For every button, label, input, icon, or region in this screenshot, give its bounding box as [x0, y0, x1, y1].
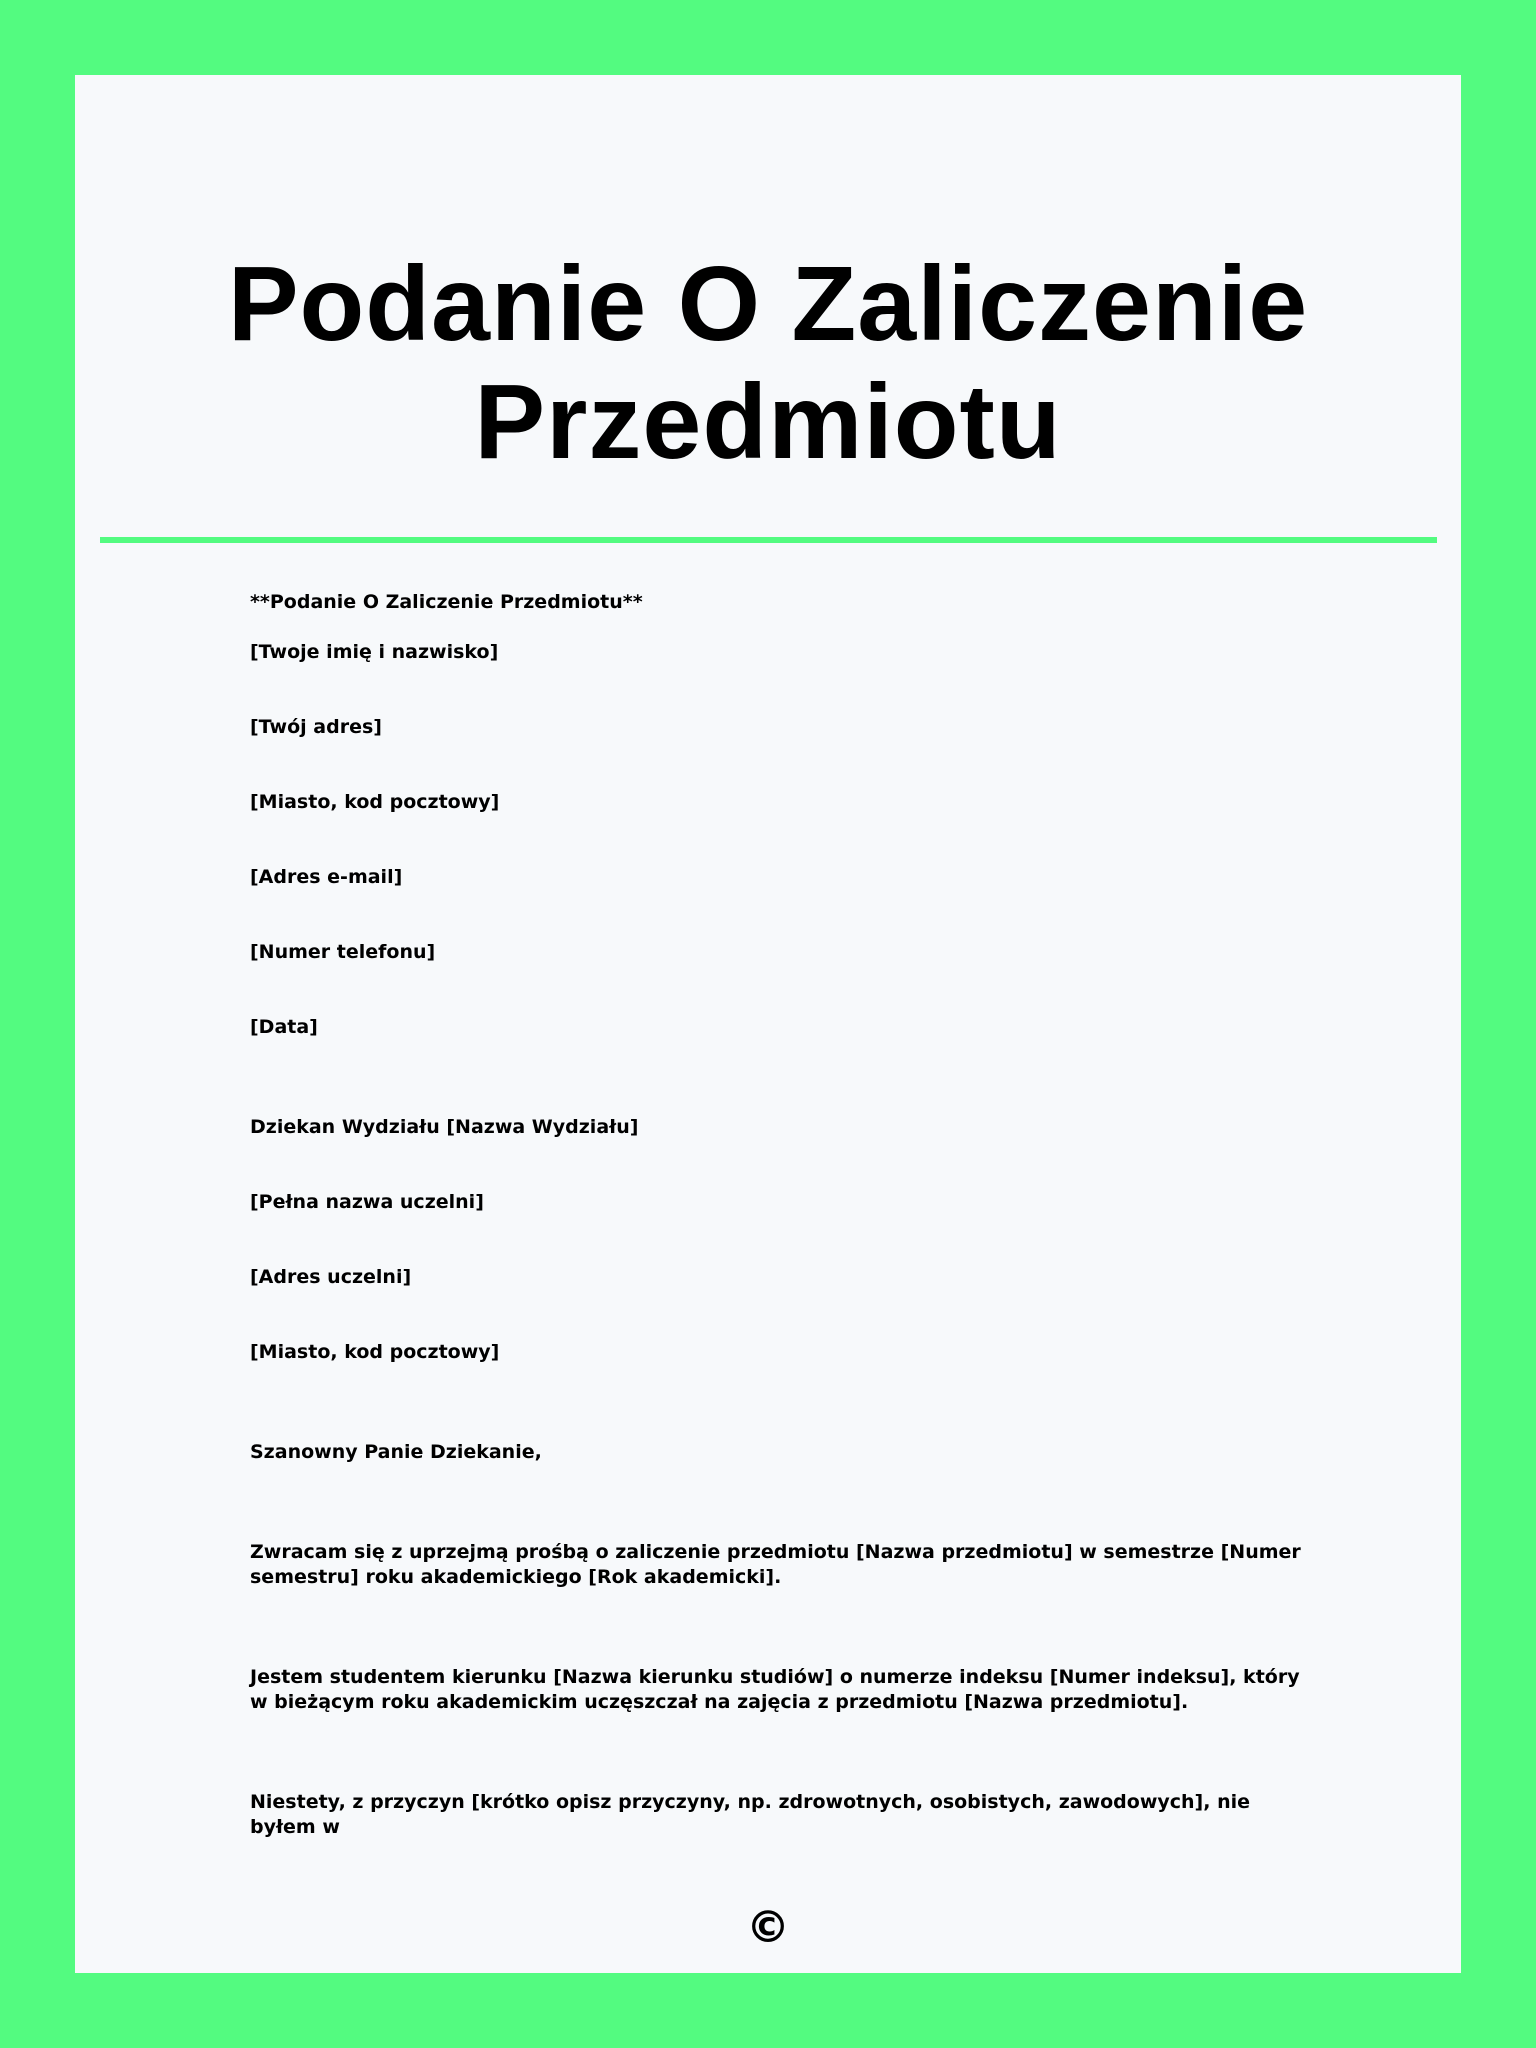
title-divider — [100, 537, 1437, 543]
sender-name: [Twoje imię i nazwisko] — [250, 641, 499, 663]
document-heading: **Podanie O Zaliczenie Przedmiotu** — [250, 591, 643, 613]
recipient-dean: Dziekan Wydziału [Nazwa Wydziału] — [250, 1116, 639, 1138]
paragraph-request: Zwracam się z uprzejmą prośbą o zaliczenie przedmiotu [Nazwa przedmiotu] w semestrze [Numer semestru] roku akademickiego [Rok akademicki]. — [250, 1541, 1301, 1588]
sender-phone: [Numer telefonu] — [250, 941, 436, 963]
paragraph-student-info: Jestem studentem kierunku [Nazwa kierunku studiów] o numerze indeksu [Numer indeksu], który w bieżącym roku akademickim uczęszczał na zajęcia z przedmiotu [Nazwa przedmiotu]. — [250, 1666, 1300, 1713]
sender-city: [Miasto, kod pocztowy] — [250, 791, 500, 813]
sender-address: [Twój adres] — [250, 716, 382, 738]
document-page — [75, 75, 1461, 1973]
recipient-city: [Miasto, kod pocztowy] — [250, 1341, 500, 1363]
copyright-icon: © — [746, 1902, 790, 1953]
recipient-address: [Adres uczelni] — [250, 1266, 412, 1288]
document-title: Podanie O Zaliczenie Przedmiotu — [227, 245, 1309, 481]
paragraph-reason: Niestety, z przyczyn [krótko opisz przyczyny, np. zdrowotnych, osobistych, zawodowych], nie byłem w — [250, 1791, 1250, 1838]
sender-email: [Adres e-mail] — [250, 866, 403, 888]
sender-date: [Data] — [250, 1016, 318, 1038]
salutation: Szanowny Panie Dziekanie, — [250, 1441, 542, 1463]
recipient-university: [Pełna nazwa uczelni] — [250, 1191, 484, 1213]
